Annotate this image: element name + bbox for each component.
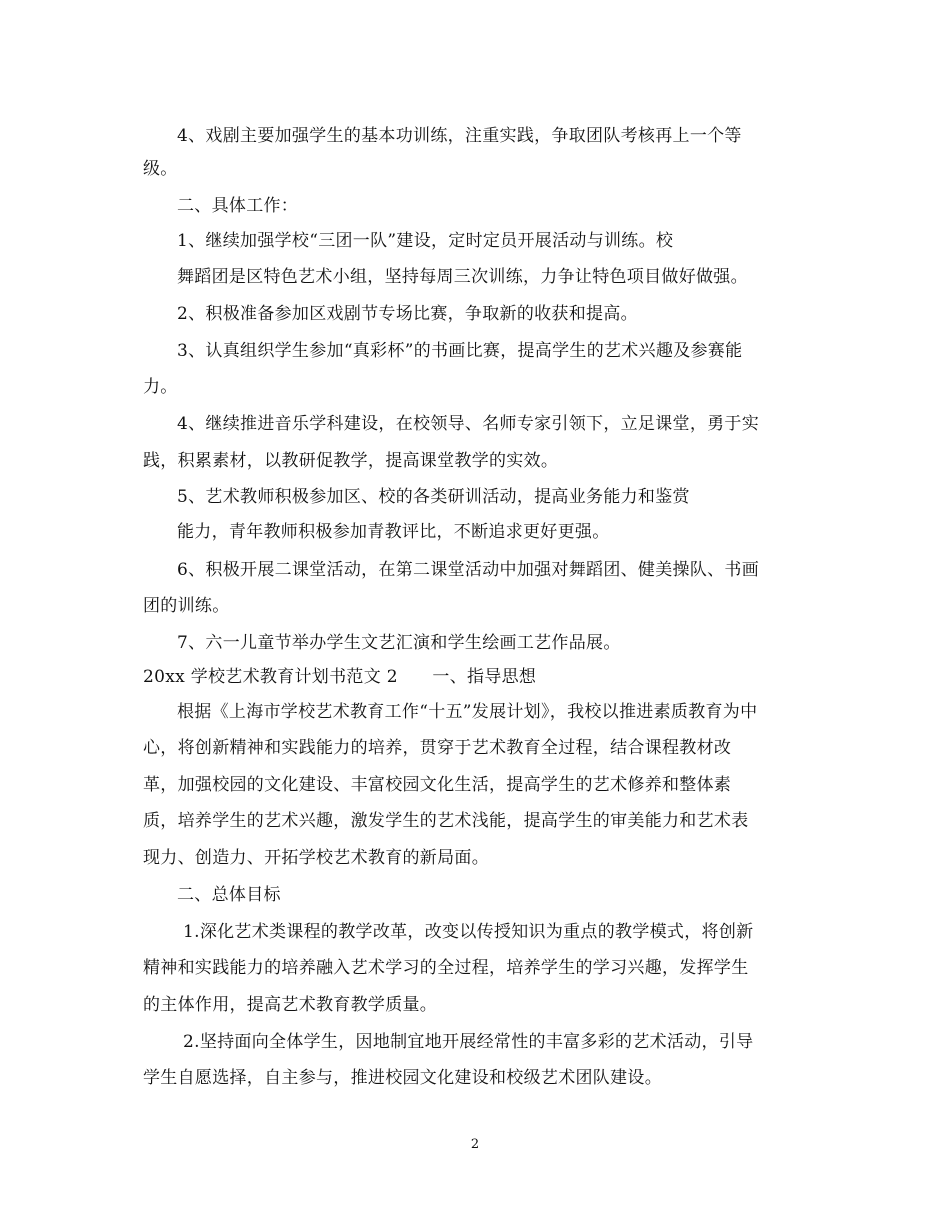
paragraph-continuation: 的主体作用，提高艺术教育教学质量。	[143, 995, 438, 1015]
paragraph-continuation: 力。	[143, 377, 178, 397]
paragraph-item-4-drama: 4、戏剧主要加强学生的基本功训练，注重实践，争取团队考核再上一个等	[177, 126, 742, 146]
section-heading-specific-work: 二、具体工作：	[177, 196, 299, 216]
paragraph-continuation: 践，积累素材，以教研促教学，提高课堂教学的实效。	[143, 451, 559, 471]
section-title-sample-2: 20xx 学校艺术教育计划书范文 2 一、指导思想	[143, 667, 537, 687]
paragraph-continuation: 学生自愿选择，自主参与，推进校园文化建设和校级艺术团队建设。	[143, 1068, 662, 1088]
paragraph-continuation: 质，培养学生的艺术兴趣，激发学生的艺术浅能，提高学生的审美能力和艺术表	[143, 811, 749, 831]
paragraph-continuation: 革，加强校园的文化建设、丰富校园文化生活，提高学生的艺术修养和整体素	[143, 775, 732, 795]
paragraph-continuation: 级。	[143, 159, 178, 179]
paragraph-item-6: 6、积极开展二课堂活动，在第二课堂活动中加强对舞蹈团、健美操队、书画	[177, 560, 760, 580]
paragraph-item-1: 1、继续加强学校“三团一队”建设，定时定员开展活动与训练。校	[177, 231, 674, 251]
paragraph-continuation: 精神和实践能力的培养融入艺术学习的全过程，培养学生的学习兴趣，发挥学生	[143, 958, 749, 978]
paragraph-item-2: 2、积极准备参加区戏剧节专场比赛，争取新的收获和提高。	[177, 304, 638, 324]
paragraph-continuation: 心，将创新精神和实践能力的培养，贯穿于艺术教育全过程，结合课程教材改	[143, 738, 732, 758]
paragraph-item-5: 5、艺术教师积极参加区、校的各类研训活动，提高业务能力和鉴赏	[177, 487, 690, 507]
paragraph-goal-1: 1.深化艺术类课程的教学改革，改变以传授知识为重点的教学模式，将创新	[183, 922, 754, 942]
paragraph-continuation: 能力，青年教师积极参加青教评比，不断追求更好更强。	[177, 522, 610, 542]
paragraph-continuation: 舞蹈团是区特色艺术小组，坚持每周三次训练，力争让特色项目做好做强。	[177, 267, 748, 287]
section-heading-overall-goals: 二、总体目标	[177, 885, 281, 905]
paragraph-item-3: 3、认真组织学生参加“真彩杯”的书画比赛，提高学生的艺术兴趣及参赛能	[177, 341, 743, 361]
paragraph-item-7: 7、六一儿童节举办学生文艺汇演和学生绘画工艺作品展。	[177, 633, 621, 653]
page-number: 2	[470, 1137, 480, 1152]
paragraph-continuation: 现力、创造力、开拓学校艺术教育的新局面。	[143, 848, 489, 868]
paragraph-continuation: 团的训练。	[143, 596, 230, 616]
paragraph-goal-2: 2.坚持面向全体学生，因地制宜地开展经常性的丰富多彩的艺术活动，引导	[183, 1032, 754, 1052]
paragraph-guiding-ideology: 根据《上海市学校艺术教育工作“十五”发展计划》，我校以推进素质教育为中	[177, 702, 758, 722]
paragraph-item-4: 4、继续推进音乐学科建设，在校领导、名师专家引领下，立足课堂，勇于实	[177, 414, 760, 434]
